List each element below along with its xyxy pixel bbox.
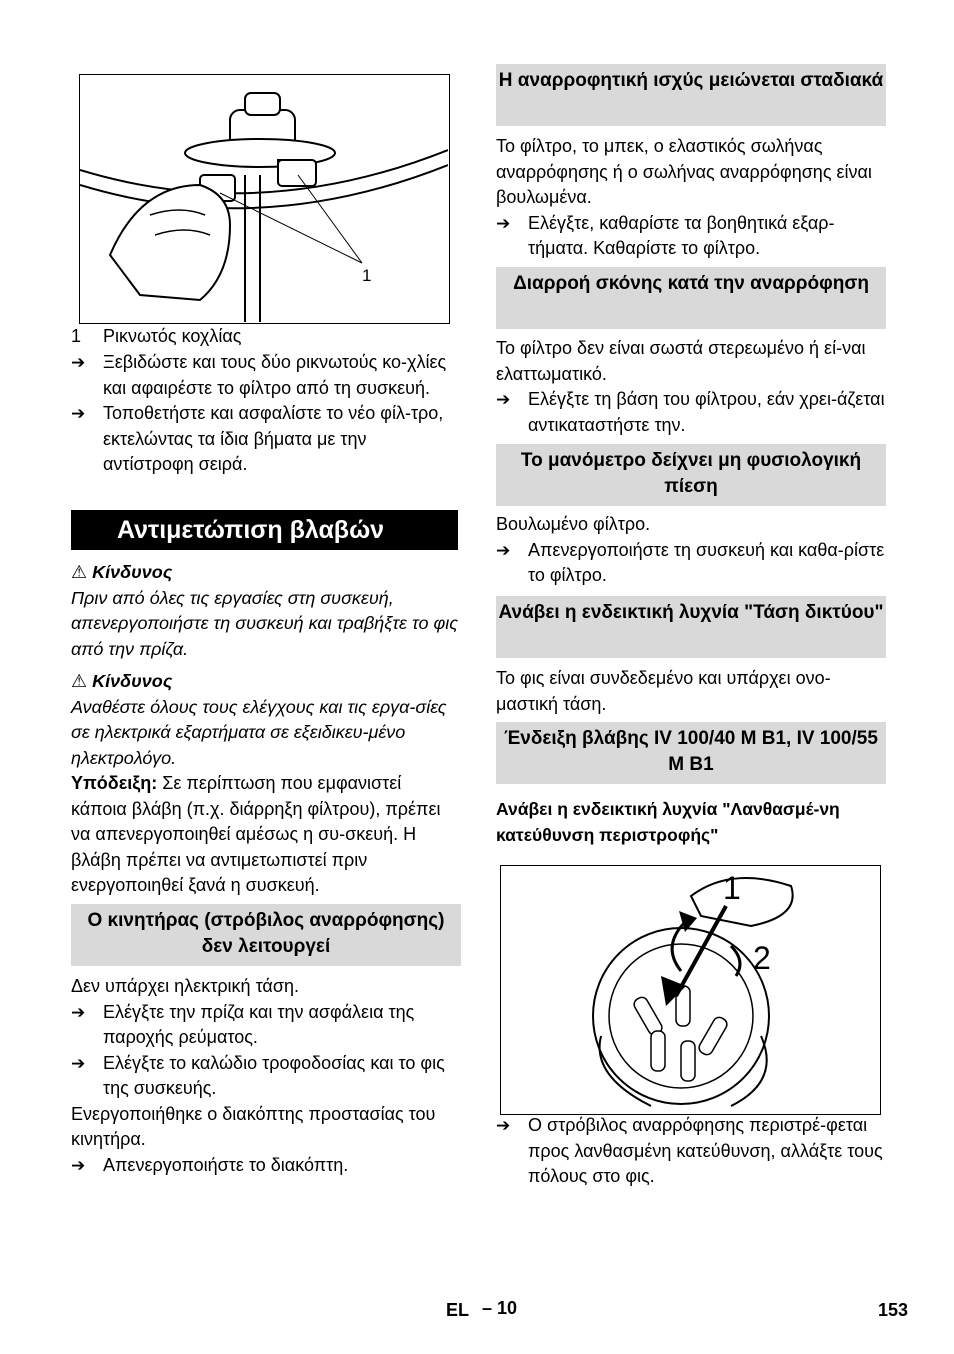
figure-caption [71, 324, 461, 350]
warning-icon: ⚠ [71, 562, 88, 582]
cause-text: Ενεργοποιήθηκε ο διακόπτης προστασίας του κινητήρα. [71, 1103, 436, 1149]
removal-steps [71, 350, 461, 478]
step-item [71, 350, 461, 401]
step-item [71, 1051, 461, 1102]
fault-subheading: Ανάβει η ενδεικτική λυχνία "Λανθασμέ-νη κατεύθυνση περιστροφής" [496, 799, 840, 845]
step-text: Ελέγξτε το καλώδιο τροφοδοσίας και το φις της συσκευής. [103, 1052, 445, 1098]
step-text: Ελέγξτε την πρίζα και την ασφάλεια της παροχής ρεύματος. [103, 1001, 415, 1047]
step-text: Απενεργοποιήστε τη συσκευή και καθα-ρίστε το φίλτρο. [528, 539, 885, 585]
note-paragraph [71, 771, 461, 899]
step-text: Ο στρόβιλος αναρρόφησης περιστρέ-φεται προς λανθασμένη κατεύθυνση, αλλάξτε τους πόλους στο φις. [528, 1115, 883, 1186]
danger-title: ⚠ Κίνδυνος [71, 671, 173, 691]
cause-text: Βουλωμένο φίλτρο. [496, 514, 651, 534]
arrow-icon: ➔ [71, 1155, 86, 1175]
plug-pole-figure [500, 865, 881, 1115]
step-item [71, 1153, 461, 1179]
step-text: Τοποθετήστε και ασφαλίστε το νέο φίλ-τρο, εκτελώντας τα ίδια βήματα με την αντίστροφη σειρά. [103, 403, 444, 474]
arrow-icon: ➔ [71, 1053, 86, 1073]
step-item [71, 401, 461, 478]
motor-section [71, 974, 461, 1178]
filter-screw-figure [79, 74, 450, 324]
danger-notice-1 [71, 560, 461, 662]
suction-heading: Η αναρροφητική ισχύς μειώνεται σταδιακά [496, 64, 886, 126]
arrow-icon: ➔ [71, 1002, 86, 1022]
arrow-icon: ➔ [496, 540, 511, 560]
filter-screw-illustration [80, 75, 448, 322]
arrow-icon: ➔ [71, 404, 86, 423]
figure-label-2: 2 [753, 940, 771, 976]
plug-pole-illustration [501, 866, 879, 1113]
note-label: Υπόδειξη: [71, 773, 158, 793]
step-item [496, 387, 886, 438]
step-item [496, 211, 886, 262]
arrow-icon: ➔ [71, 353, 86, 372]
step-text: Ελέγξτε, καθαρίστε τα βοηθητικά εξαρ-τήματα. Καθαρίστε το φίλτρο. [528, 212, 835, 258]
dust-section [496, 336, 886, 438]
motor-heading: Ο κινητήρας (στρόβιλος αναρρόφησης) δεν λειτουργεί [71, 904, 461, 966]
manometer-section [496, 512, 886, 589]
footer-section-page: – 10 [482, 1298, 518, 1318]
arrow-icon: ➔ [496, 390, 511, 409]
figure-label-1: 1 [723, 870, 741, 906]
footer-page-number: 153 [878, 1300, 909, 1320]
step-text: Ελέγξτε τη βάση του φίλτρου, εάν χρει-άζεται αντικαταστήστε την. [528, 389, 885, 435]
fault-step [496, 1113, 886, 1190]
step-text: Ξεβιδώστε και τους δύο ρικνωτούς κο-χλίες και αφαιρέστε το φίλτρο από τη συσκευή. [103, 352, 447, 398]
fault-indicator-heading: Ένδειξη βλάβης IV 100/40 M B1, IV 100/55 M B1 [496, 722, 886, 784]
section-heading: Αντιμετώπιση βλαβών [71, 510, 458, 550]
cause-text: Το φίλτρο δεν είναι σωστά στερεωμένο ή εί-ναι ελαττωματικό. [496, 338, 866, 384]
callout-1: 1 [362, 266, 372, 285]
arrow-icon: ➔ [496, 213, 511, 233]
footer-language: EL [446, 1300, 470, 1320]
dust-heading: Διαρροή σκόνης κατά την αναρρόφηση [496, 267, 886, 329]
voltage-lamp-section [496, 666, 886, 717]
manometer-heading: Το μανόμετρο δείχνει μη φυσιολογική πίεση [496, 444, 886, 506]
step-item [496, 538, 886, 589]
cause-text: Δεν υπάρχει ηλεκτρική τάση. [71, 976, 299, 996]
step-item [71, 1000, 461, 1051]
cause-text: Το φίλτρο, το μπεκ, ο ελαστικός σωλήνας αναρρόφησης ή ο σωλήνας αναρρόφησης είναι βουλωμένα. [496, 136, 872, 207]
danger-text: Αναθέστε όλους τους ελέγχους και τις εργα-σίες σε ηλεκτρικά εξαρτήματα σε εξειδικευ-μένο ηλεκτρολόγο. [71, 696, 447, 768]
warning-icon: ⚠ [71, 671, 88, 691]
danger-text: Πριν από όλες τις εργασίες στη συσκευή, απενεργοποιήστε τη συσκευή και τραβήξτε το φις από την πρίζα. [71, 587, 458, 659]
danger-title: ⚠ Κίνδυνος [71, 562, 173, 582]
step-item [496, 1113, 886, 1190]
arrow-icon: ➔ [496, 1116, 511, 1135]
suction-section [496, 134, 886, 262]
note-text: Σε περίπτωση που εμφανιστεί κάποια βλάβη (π.χ. διάρρηξη φίλτρου), πρέπει να απενεργοποιηθεί αμέσως η συ-σκευή. Η βλάβη πρέπει να αντιμετωπιστεί πριν ενεργοποιηθεί ξανά η συσκευή. [71, 773, 441, 895]
voltage-lamp-heading: Ανάβει η ενδεικτική λυχνία "Τάση δικτύου" [496, 596, 886, 658]
caption-text: Ρικνωτός κοχλίας [103, 326, 242, 346]
cause-text: Το φις είναι συνδεδεμένο και υπάρχει ονο-μαστική τάση. [496, 668, 831, 714]
caption-number: 1 [71, 326, 82, 346]
danger-notice-2 [71, 669, 461, 899]
step-text: Απενεργοποιήστε το διακόπτη. [103, 1154, 349, 1175]
